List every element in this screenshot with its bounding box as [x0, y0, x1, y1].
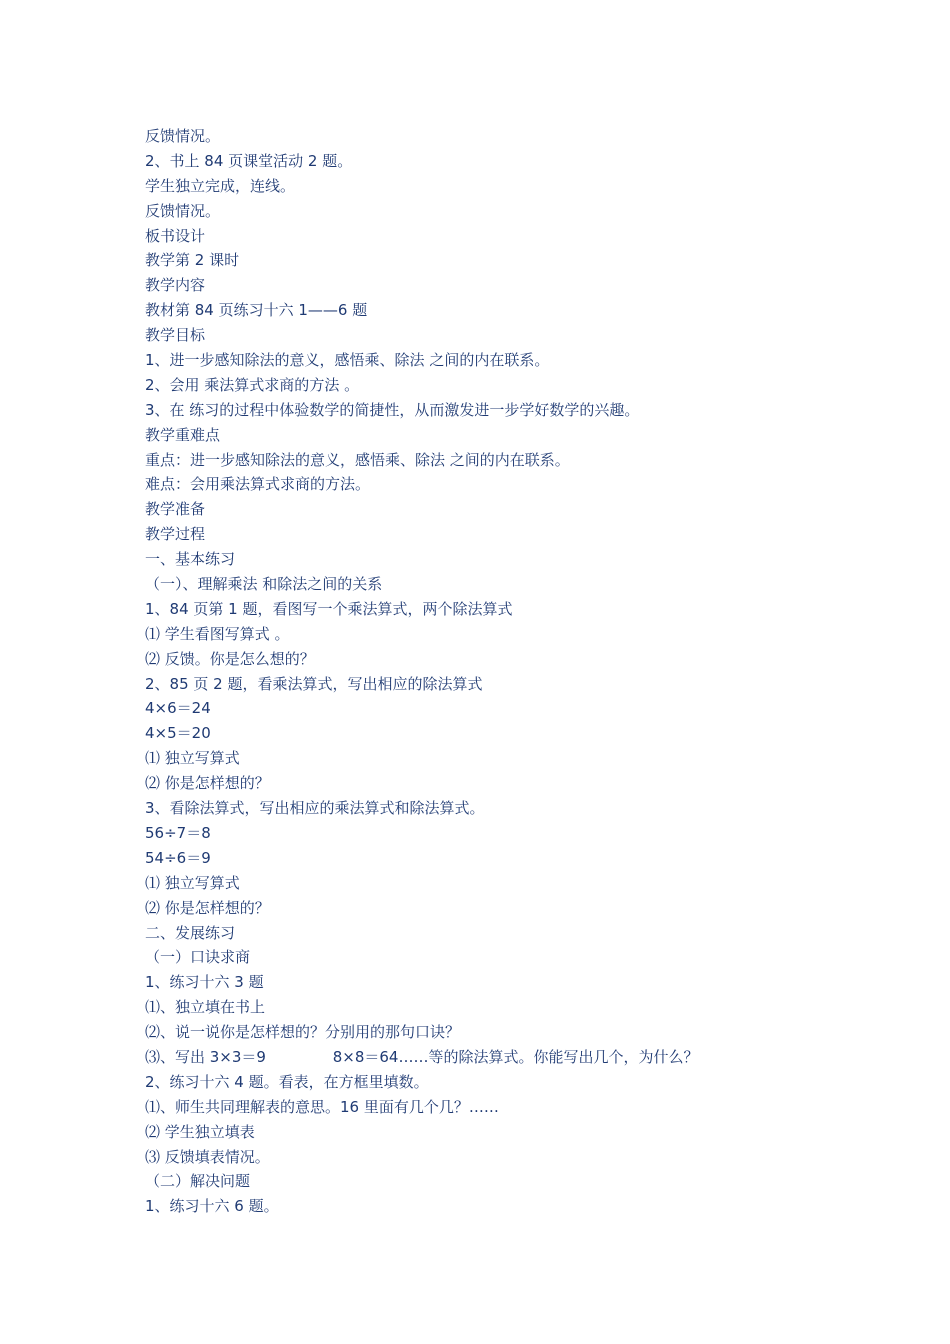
- text-line: 学生独立完成，连线。: [145, 176, 296, 195]
- text-line: 2、书上 84 页课堂活动 2 题。: [145, 151, 353, 170]
- text-line: ⑵、说一说你是怎样想的？分别用的那句口诀？: [145, 1023, 461, 1042]
- section-heading: 二、发展练习: [145, 923, 236, 942]
- text-line: ⑴ 学生看图写算式 。: [145, 624, 290, 643]
- section-heading: 教学重难点: [145, 425, 221, 444]
- equation-line: 54÷6＝9: [145, 848, 211, 867]
- subsection-heading: （二）解决问题: [145, 1172, 251, 1191]
- text-line: 1、进一步感知除法的意义，感悟乘、除法 之间的内在联系。: [145, 351, 550, 370]
- text-line: 2、会用 乘法算式求商的方法 。: [145, 375, 360, 394]
- text-line: 反馈情况。: [145, 127, 221, 145]
- text-line: 3、看除法算式，写出相应的乘法算式和除法算式。: [145, 799, 485, 818]
- text-line: ⑶、写出 3×3＝9 8×8＝64……等的除法算式。你能写出几个，为什么？: [145, 1047, 699, 1066]
- text-line: ⑵ 反馈。你是怎么想的？: [145, 649, 315, 668]
- subsection-heading: （一）口诀求商: [145, 948, 251, 967]
- text-line: ⑴、独立填在书上: [145, 998, 266, 1017]
- document-page: [145, 124, 845, 1219]
- section-heading: 教学过程: [145, 525, 206, 544]
- section-heading: 板书设计: [145, 226, 206, 245]
- text-line: ⑵ 学生独立填表: [145, 1122, 255, 1141]
- text-line: ⑴ 独立写算式: [145, 749, 240, 768]
- text-line: 1、练习十六 6 题。: [145, 1197, 279, 1216]
- text-line: 反馈情况。: [145, 201, 221, 220]
- equation-line: 4×6＝24: [145, 699, 211, 718]
- equation-line: 56÷7＝8: [145, 823, 211, 842]
- text-line: ⑴ 独立写算式: [145, 873, 240, 892]
- section-heading: 一、基本练习: [145, 550, 236, 569]
- section-heading: 教学第 2 课时: [145, 251, 240, 270]
- text-line: ⑵ 你是怎样想的？: [145, 774, 270, 793]
- text-line: 1、练习十六 3 题: [145, 973, 264, 992]
- text-line: ⑴、师生共同理解表的意思。16 里面有几个几？……: [145, 1097, 499, 1116]
- section-heading: 教学内容: [145, 276, 206, 295]
- text-line: 教材第 84 页练习十六 1——6 题: [145, 301, 368, 320]
- text-line: 难点：会用乘法算式求商的方法。: [145, 475, 371, 494]
- text-line: ⑵ 你是怎样想的？: [145, 898, 270, 917]
- section-heading: 教学准备: [145, 500, 206, 519]
- text-line: 2、练习十六 4 题。看表，在方框里填数。: [145, 1072, 429, 1091]
- text-line: ⑶ 反馈填表情况。: [145, 1147, 270, 1166]
- equation-line: 4×5＝20: [145, 724, 211, 743]
- section-heading: 教学目标: [145, 326, 206, 345]
- text-line: 2、85 页 2 题，看乘法算式，写出相应的除法算式: [145, 674, 483, 693]
- text-line: 3、在 练习的过程中体验数学的简捷性，从而激发进一步学好数学的兴趣。: [145, 400, 640, 419]
- text-line: 1、84 页第 1 题，看图写一个乘法算式，两个除法算式: [145, 599, 513, 618]
- subsection-heading: （一）、理解乘法 和除法之间的关系: [145, 575, 383, 594]
- text-line: 重点：进一步感知除法的意义，感悟乘、除法 之间的内在联系。: [145, 450, 570, 469]
